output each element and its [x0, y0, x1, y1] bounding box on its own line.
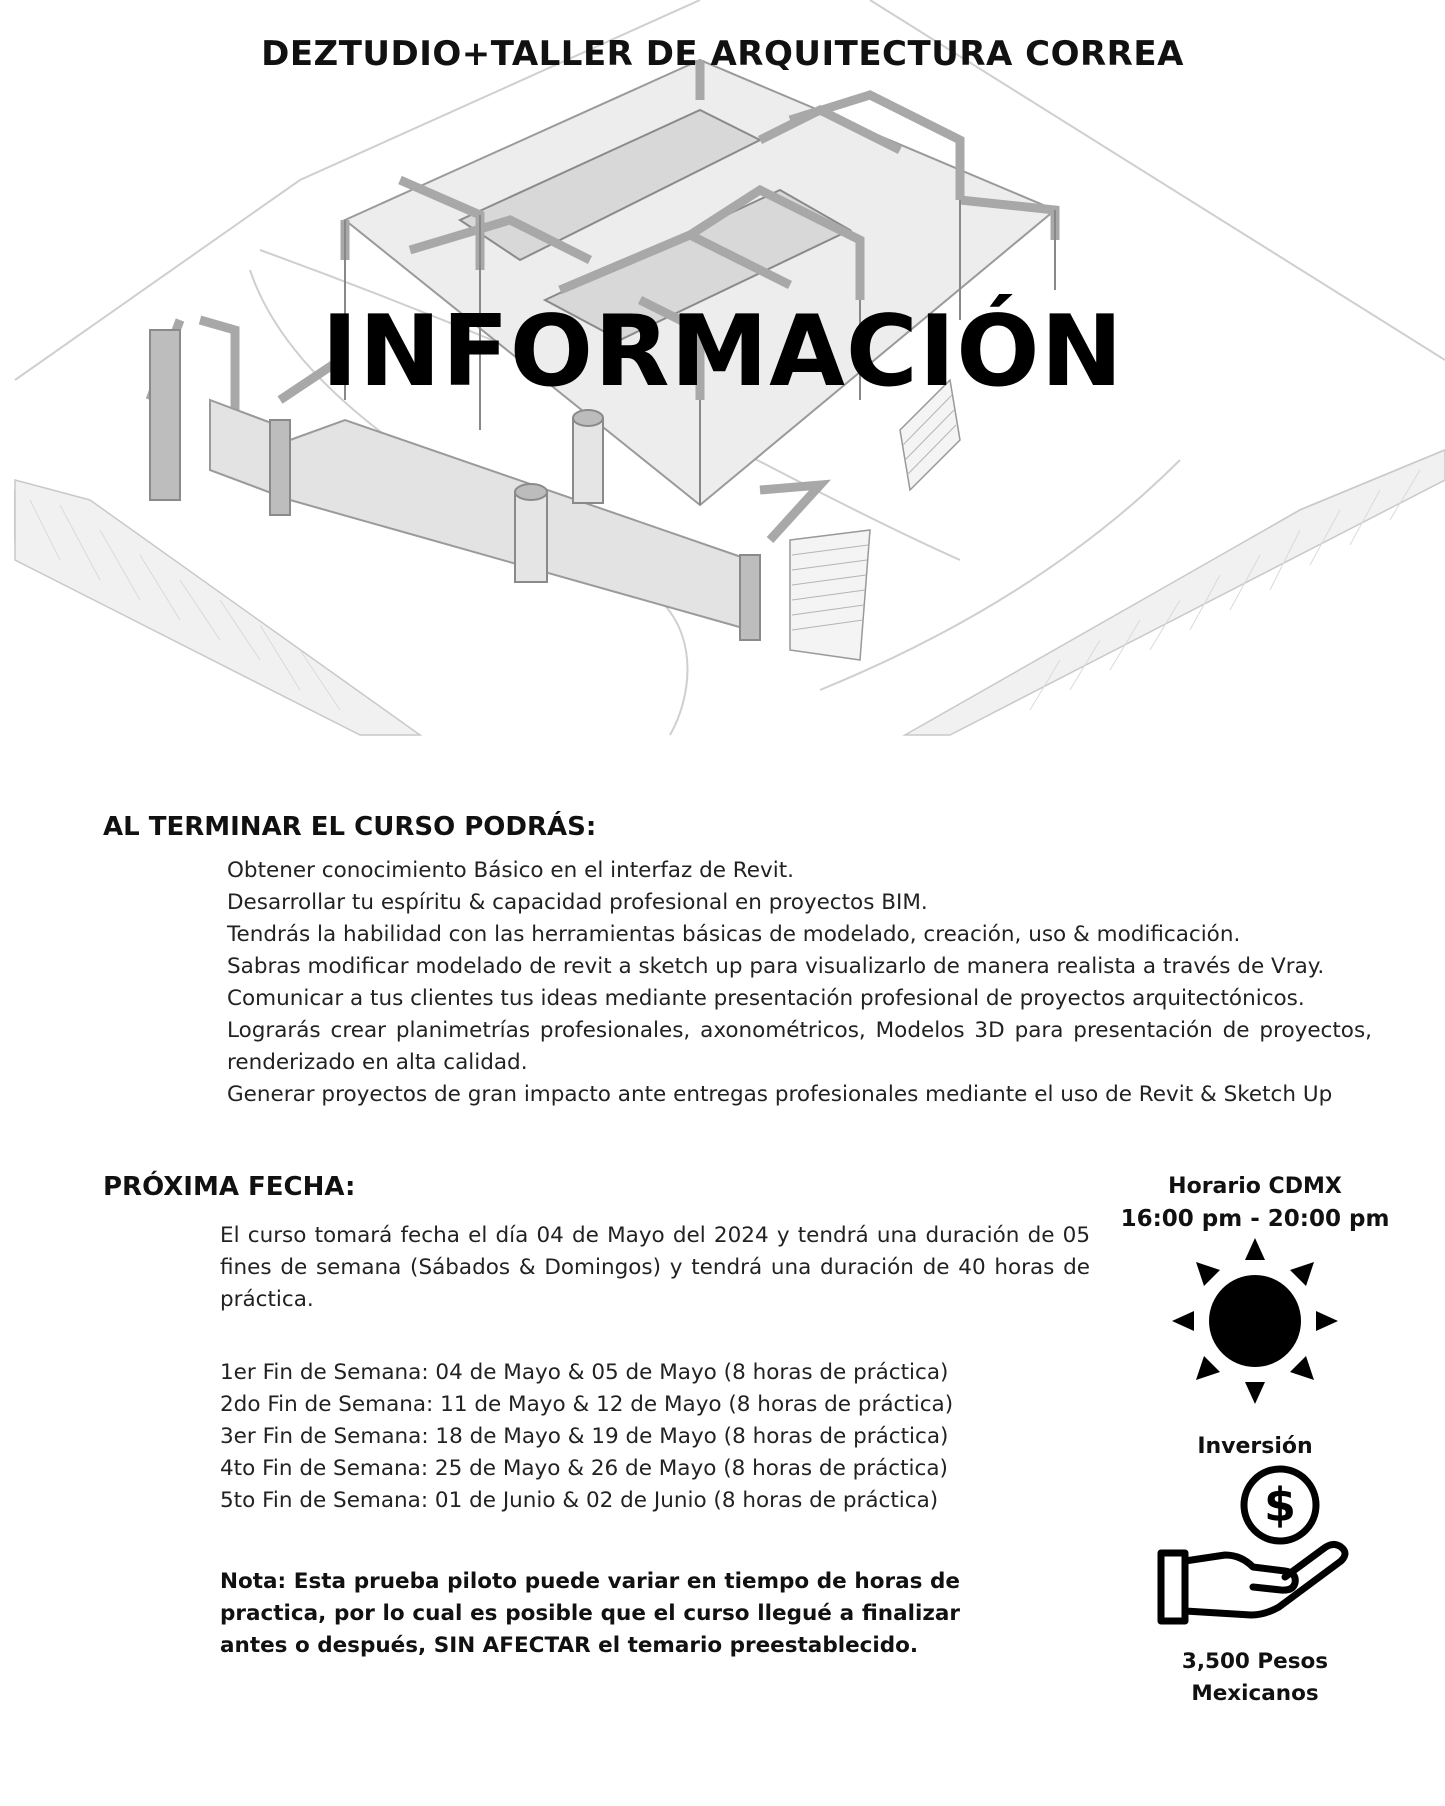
schedule-hours: 16:00 pm - 20:00 pm — [1120, 1206, 1390, 1232]
outcomes-list — [227, 855, 1372, 1111]
list-item: 2do Fin de Semana: 11 de Mayo & 12 de Mayo (8 horas de práctica) — [220, 1392, 954, 1417]
list-item: Sabras modificar modelado de revit a sketch up para visualizarlo de manera realista a través de Vray. — [227, 954, 1325, 979]
money-hand-icon — [1155, 1465, 1355, 1639]
pilot-note: Nota: Esta prueba piloto puede variar en tiempo de horas de practica, por lo cual es posible que el curso llegué a finalizar antes o después, SIN AFECTAR el temario preestablecido. — [220, 1569, 960, 1658]
list-item: Tendrás la habilidad con las herramientas básicas de modelado, creación, uso & modificación. — [227, 922, 1241, 947]
list-item: Comunicar a tus clientes tus ideas mediante presentación profesional de proyectos arquitectónicos. — [227, 986, 1305, 1011]
list-item: Desarrollar tu espíritu & capacidad profesional en proyectos BIM. — [227, 890, 928, 915]
list-item: 1er Fin de Semana: 04 de Mayo & 05 de Mayo (8 horas de práctica) — [220, 1360, 949, 1385]
list-item: 5to Fin de Semana: 01 de Junio & 02 de Junio (8 horas de práctica) — [220, 1488, 939, 1513]
svg-text:$: $ — [1263, 1478, 1297, 1532]
sun-icon — [1172, 1238, 1338, 1408]
weekend-schedule-list — [220, 1357, 1050, 1517]
hero-section — [0, 0, 1445, 740]
next-date-heading: PRÓXIMA FECHA: — [103, 1172, 356, 1202]
list-item: 4to Fin de Semana: 25 de Mayo & 26 de Mayo (8 horas de práctica) — [220, 1456, 948, 1481]
list-item: Lograrás crear planimetrías profesionales, axonométricos, Modelos 3D para presentación de proyectos, renderizado en alta calidad. — [227, 1018, 1372, 1075]
brand-name: DEZTUDIO+TALLER DE ARQUITECTURA CORREA — [261, 34, 1184, 74]
list-item: 3er Fin de Semana: 18 de Mayo & 19 de Mayo (8 horas de práctica) — [220, 1424, 949, 1449]
list-item: Obtener conocimiento Básico en el interfaz de Revit. — [227, 858, 794, 883]
investment-label: Inversión — [1197, 1434, 1313, 1459]
list-item: Generar proyectos de gran impacto ante entregas profesionales mediante el uso de Revit & Sketch Up — [227, 1082, 1333, 1107]
page-title: INFORMACIÓN — [321, 295, 1124, 409]
schedule-label: Horario CDMX — [1168, 1174, 1342, 1199]
price — [1120, 1646, 1390, 1710]
course-date-description: El curso tomará fecha el día 04 de Mayo del 2024 y tendrá una duración de 05 fines de semana (Sábados & Domingos) y tendrá una duración de 40 horas de práctica. — [220, 1223, 1090, 1312]
price-currency: Mexicanos — [1191, 1681, 1319, 1706]
outcomes-heading: AL TERMINAR EL CURSO PODRÁS: — [103, 812, 597, 842]
price-amount: 3,500 Pesos — [1181, 1649, 1329, 1674]
